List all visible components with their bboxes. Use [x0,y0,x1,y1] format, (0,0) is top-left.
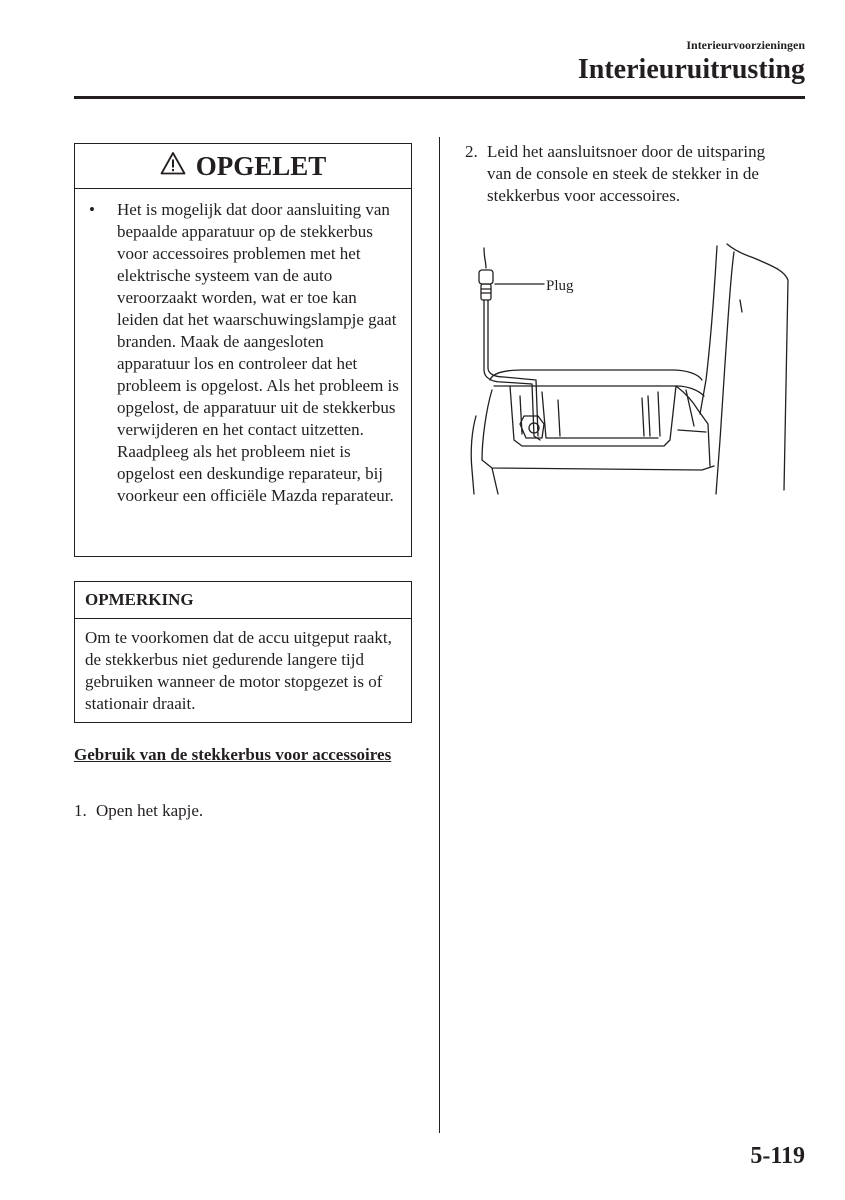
console-illustration [462,240,802,500]
note-box [74,581,412,723]
step-text: Open het kapje. [96,801,204,820]
warning-triangle-icon [160,151,186,182]
step-item [74,800,414,822]
caution-body [75,189,411,507]
step-text: Leid het aansluitsnoer door de uitsparing van de console en steek de stekker in de stekkerbus voor accessoires. [487,142,766,205]
section-subheading: Gebruik van de stekkerbus voor accessoires [74,745,392,764]
note-text: Om te voorkomen dat de accu uitgeput raakt, de stekkerbus niet gedurende langere tijd gebruiken wanneer de motor stopgezet is of stationair draait. [85,628,392,713]
caution-text: Het is mogelijk dat door aansluiting van bepaalde apparatuur op de stekkerbus voor accessoires problemen met het elektrische systeem van de auto veroorzaakt worden, wat er toe kan leiden dat het waarschuwingslampje gaat branden. Maak de aangesloten apparatuur los en controleer dat het probleem is opgelost. Als het probleem is opgelost, de apparatuur uit de stekkerbus verwijderen en het contact uitzetten. Raadpleeg als het probleem niet is opgelost een deskundige reparateur, bij voorkeur een officiële Mazda reparateur. [117,200,399,505]
caution-header [75,144,411,189]
step-item [465,141,805,231]
caution-title: OPGELET [195,150,327,181]
plug-label: Plug [546,278,574,294]
step-number: 1. [74,801,87,820]
section-title: Interieurvoorzieningen [686,38,805,52]
caution-box [74,143,412,557]
page-title: Interieuruitrusting [577,54,805,85]
bullet-marker: • [89,200,95,219]
note-title: OPMERKING [75,582,411,619]
step-number: 2. [465,142,478,161]
header-rule [74,96,805,99]
column-divider [439,137,440,1133]
page-number: 5-119 [750,1143,805,1169]
console-plug-diagram [462,240,802,500]
